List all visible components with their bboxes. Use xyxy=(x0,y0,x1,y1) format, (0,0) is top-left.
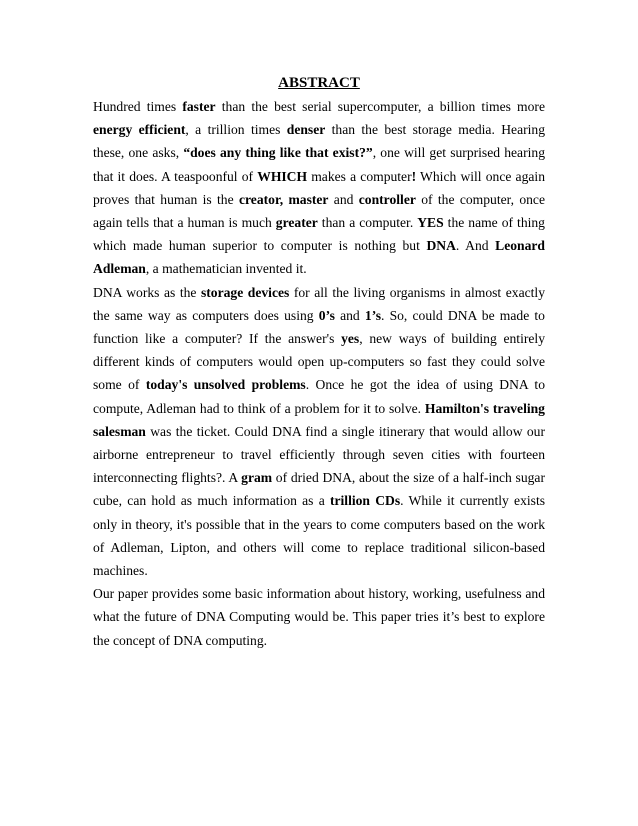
text-run: than the best serial supercomputer, a billion times more xyxy=(215,99,545,114)
bold-text-run: ! xyxy=(411,168,417,184)
text-run: makes a computer xyxy=(307,168,412,184)
abstract-body xyxy=(93,95,545,652)
text-run: . So, could DNA be made to function like a computer? If the answer's xyxy=(93,307,545,347)
text-run: , a mathematician invented it. xyxy=(145,261,307,277)
bold-text-run: faster xyxy=(182,99,216,114)
bold-text-run: denser xyxy=(286,122,326,138)
bold-text-run: energy efficient xyxy=(93,122,186,138)
bold-text-run: Hamilton's traveling salesman xyxy=(93,400,545,439)
bold-text-run: storage devices xyxy=(200,284,290,300)
text-run: than a computer. xyxy=(317,215,418,231)
text-run: , one will get surprised hearing that it does. A teaspoonful of xyxy=(93,145,545,184)
text-run: Hundred times xyxy=(93,99,183,114)
text-run: , a trillion times xyxy=(185,122,287,138)
text-run: and xyxy=(334,307,365,323)
bold-text-run: trillion CDs xyxy=(329,493,401,509)
paragraph-3 xyxy=(93,582,545,652)
text-run: of the computer, once again tells that a human is much xyxy=(93,191,545,231)
bold-text-run: Leonard Adleman xyxy=(93,238,545,277)
text-run: for all the living organisms in almost exactly the same way as computers does using xyxy=(93,284,545,323)
text-run: Our paper provides some basic information about history, working, usefulness and what the future of DNA Computing would be. This paper tries it’s best to explore the concept of DNA computing. xyxy=(93,586,545,648)
text-run: DNA works as the xyxy=(93,284,201,300)
bold-text-run: yes xyxy=(341,331,360,347)
text-run: than the best storage media. Hearing these, one asks, xyxy=(93,122,546,161)
text-run: , new ways of building entirely different kinds of computers would open up-computers so fast they could solve some of xyxy=(93,331,545,393)
text-run: of dried DNA, about the size of a half-inch sugar cube, can hold as much information as a xyxy=(93,470,545,509)
bold-text-run: greater xyxy=(275,215,318,231)
text-run: . Once he got the idea of using DNA to compute, Adleman had to think of a problem for it to solve. xyxy=(93,377,545,416)
text-run: the name of thing which made human superior to computer is nothing but xyxy=(93,215,545,254)
bold-text-run: controller xyxy=(358,191,416,207)
bold-text-run: DNA xyxy=(426,238,456,254)
abstract-heading: ABSTRACT xyxy=(278,75,360,91)
bold-text-run: “does any thing like that exist?” xyxy=(183,145,373,161)
paragraph-1 xyxy=(93,95,545,281)
bold-text-run: today's unsolved problems xyxy=(145,377,306,393)
text-run: . And xyxy=(455,238,496,254)
bold-text-run: WHICH xyxy=(257,168,308,184)
bold-text-run: 1’s xyxy=(364,307,381,323)
text-run: . While it currently exists only in theory, it's possible that in the years to come computers based on the work of Adleman, Lipton, and others will come to replace traditional silicon-based machines. xyxy=(93,493,546,579)
bold-text-run: creator, master xyxy=(238,191,329,207)
bold-text-run: YES xyxy=(417,215,444,231)
bold-text-run: gram xyxy=(241,470,273,486)
text-run: was the ticket. Could DNA find a single itinerary that would allow our airborne entrepreneur to travel efficiently through seven cities with fourteen interconnecting flights?. A xyxy=(93,423,545,486)
paragraph-2 xyxy=(93,281,545,583)
text-run: Which will once again proves that human is the xyxy=(93,168,545,207)
text-run: and xyxy=(328,191,359,207)
bold-text-run: 0’s xyxy=(318,307,335,323)
